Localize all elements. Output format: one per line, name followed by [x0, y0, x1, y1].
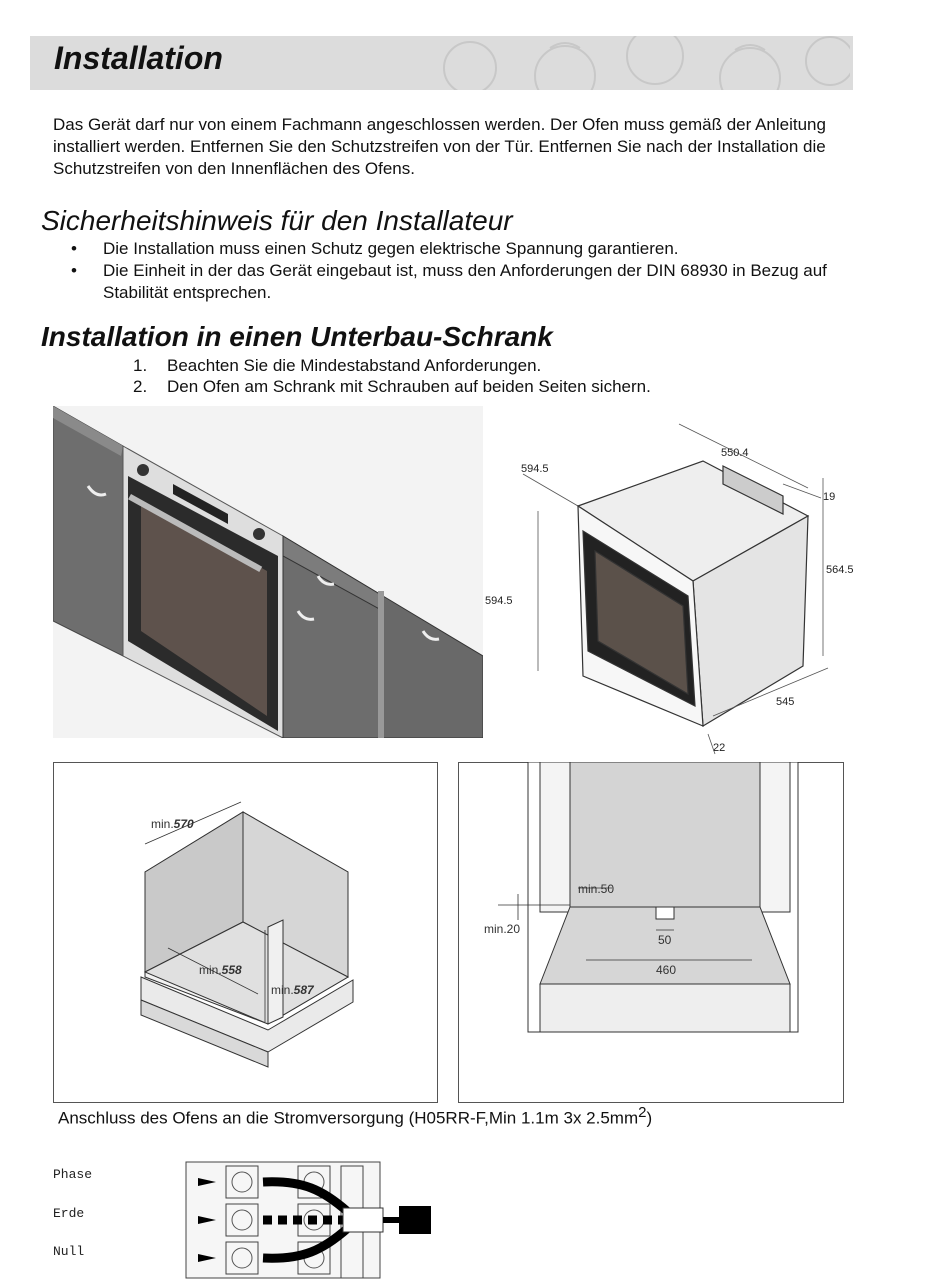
dim-side-depth: 545 [776, 696, 795, 708]
dim-rear-offset: 19 [823, 491, 836, 503]
list-item: • Die Einheit in der das Gerät eingebaut ist, muss den Anforderungen der DIN 68930 in Bezug auf Stabilität entsprechen. [53, 260, 843, 304]
section-header [30, 36, 853, 90]
cabinet-isometric-drawing [53, 762, 438, 1103]
slot-label: 50 [658, 933, 672, 947]
svg-text:min.587: min.587 [271, 983, 314, 997]
safety-heading: Sicherheitshinweis für den Installateur [41, 205, 513, 236]
width-label: 460 [656, 963, 677, 977]
dim-top-depth: 550.4 [721, 447, 749, 459]
connection-caption: Anschluss des Ofens an die Stromversorgung (H05RR-F,Min 1.1m 3x $2.5mm^2$) [58, 1104, 653, 1128]
svg-text:min.570: min.570 [151, 817, 194, 831]
cabinet-front-section-drawing [458, 762, 844, 1103]
dim-top-width: 594.5 [521, 463, 549, 475]
min-gap-label: min.50 [578, 882, 615, 896]
oven-dimension-drawing [483, 406, 873, 756]
safety-list [53, 238, 843, 304]
page-title: Installation [54, 40, 223, 76]
dim-front-height: 594.5 [485, 595, 513, 607]
terminal-block-diagram [183, 1160, 433, 1280]
min-side-label: min.20 [484, 922, 521, 936]
intro-text: Das Gerät darf nur von einem Fachmann angeschlossen werden. Der Ofen muss gemäß der Anleitung installiert werden. Entfernen Sie den Schutzstreifen von der Tür. Entfernen Sie nach der Installation die Schutzstreifen von den Innenflächen des Ofens. [53, 115, 826, 178]
dim-height: 564.5 [826, 564, 854, 576]
neutral-label: Null [53, 1244, 85, 1259]
phase-label: Phase [53, 1167, 93, 1182]
cabinet-heading: Installation in einen Unterbau-Schrank [41, 321, 553, 352]
svg-text:min.558: min.558 [199, 963, 242, 977]
kitchen-illustration [53, 406, 483, 738]
earth-label: Erde [53, 1206, 85, 1221]
step-item: 2. Den Ofen am Schrank mit Schrauben auf beiden Seiten sichern. [133, 377, 651, 396]
install-steps [133, 355, 651, 397]
list-item: • Die Installation muss einen Schutz gegen elektrische Spannung garantieren. [53, 238, 843, 260]
dim-front-panel: 22 [713, 742, 726, 754]
step-item: 1. Beachten Sie die Mindestabstand Anforderungen. [133, 356, 542, 375]
tomato-watermark [410, 36, 850, 90]
